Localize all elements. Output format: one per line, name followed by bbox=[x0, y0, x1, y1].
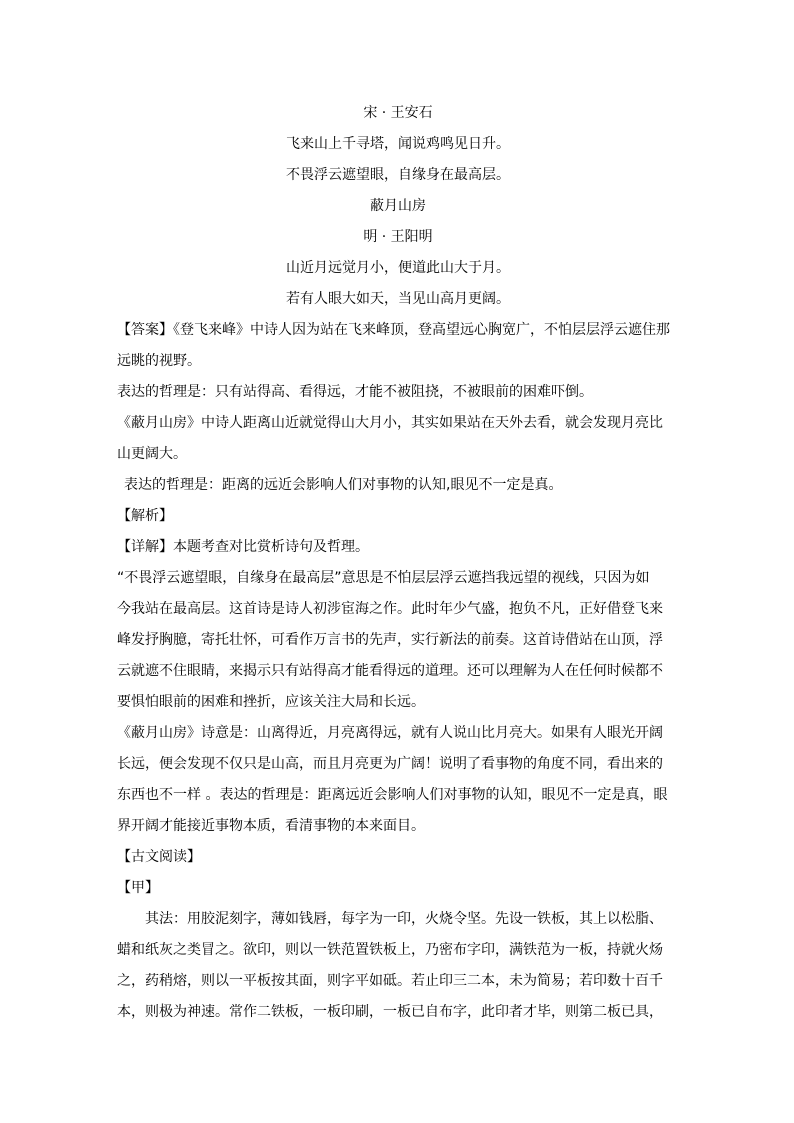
classical-reading-heading: 【古文阅读】 bbox=[117, 849, 201, 865]
answer-line: 表达的哲理是：距离的远近会影响人们对事物的认知,眼见不一定是真。 bbox=[124, 477, 563, 493]
poem1-author: 宋 · 王安石 bbox=[363, 105, 433, 121]
poem2-title: 蔽月山房 bbox=[370, 198, 426, 214]
analysis-line: 东西也不一样 。表达的哲理是：距离远近会影响人们对事物的认知，眼见不一定是真，眼 bbox=[117, 787, 668, 803]
analysis-line: 今我站在最高层。这首诗是诗人初涉宦海之作。此时年少气盛，抱负不凡，正好借登飞来 bbox=[117, 601, 663, 617]
answer-line: 山更阔大。 bbox=[117, 446, 187, 462]
answer-line: 远眺的视野。 bbox=[117, 353, 201, 369]
classical-line: 本，则极为神速。常作二铁板，一板印刷，一板已自布字，此印者才毕，则第二板已具， bbox=[117, 1004, 663, 1020]
poem1-line-1: 飞来山上千寻塔，闻说鸡鸣见日升。 bbox=[286, 136, 510, 152]
analysis-line: 《蔽月山房》诗意是：山离得近，月亮离得远，就有人说山比月亮大。如果有人眼光开阔 bbox=[117, 725, 663, 741]
analysis-line: “不畏浮云遮望眼，自缘身在最高层”意思是不怕层层浮云遮挡我远望的视线，只因为如 bbox=[117, 570, 650, 586]
poem1-line-2: 不畏浮云遮望眼，自缘身在最高层。 bbox=[286, 167, 510, 183]
poem2-line-2: 若有人眼大如天，当见山高月更阔。 bbox=[286, 291, 510, 307]
analysis-line: 【详解】本题考查对比赏析诗句及哲理。 bbox=[117, 539, 369, 555]
document-page bbox=[117, 98, 679, 1028]
analysis-line: 云就遮不住眼睛，来揭示只有站得高才能看得远的道理。还可以理解为人在任何时候都不 bbox=[117, 663, 663, 679]
classical-sub-heading: 【甲】 bbox=[117, 880, 159, 896]
analysis-line: 要惧怕眼前的困难和挫折，应该关注大局和长远。 bbox=[117, 694, 425, 710]
analysis-line: 长远，便会发现不仅只是山高，而且月亮更为广阔！说明了看事物的角度不同，看出来的 bbox=[117, 756, 663, 772]
classical-line: 之，药稍熔，则以一平板按其面，则字平如砥。若止印三二本，未为简易；若印数十百千 bbox=[117, 973, 663, 989]
answer-line: 【答案】《登飞来峰》中诗人因为站在飞来峰顶，登高望远心胸宽广，不怕层层浮云遮住那 bbox=[117, 322, 670, 338]
analysis-line: 界开阔才能接近事物本质，看清事物的本来面目。 bbox=[117, 818, 425, 834]
answer-line: 《蔽月山房》中诗人距离山近就觉得山大月小，其实如果站在天外去看，就会发现月亮比 bbox=[117, 415, 663, 431]
classical-line: 蜡和纸灰之类冒之。欲印，则以一铁范置铁板上，乃密布字印，满铁范为一板，持就火炀 bbox=[117, 942, 663, 958]
analysis-line: 峰发抒胸臆，寄托壮怀，可看作万言书的先声，实行新法的前奏。这首诗借站在山顶，浮 bbox=[117, 632, 663, 648]
analysis-heading: 【解析】 bbox=[117, 508, 173, 524]
classical-line: 其法：用胶泥刻字，薄如钱唇，每字为一印，火烧令坚。先设一铁板，其上以松脂、 bbox=[145, 911, 663, 927]
poem2-author: 明 · 王阳明 bbox=[363, 229, 433, 245]
answer-line: 表达的哲理是：只有站得高、看得远，才能不被阻挠，不被眼前的困难吓倒。 bbox=[117, 384, 593, 400]
poem2-line-1: 山近月远觉月小，便道此山大于月。 bbox=[286, 260, 510, 276]
